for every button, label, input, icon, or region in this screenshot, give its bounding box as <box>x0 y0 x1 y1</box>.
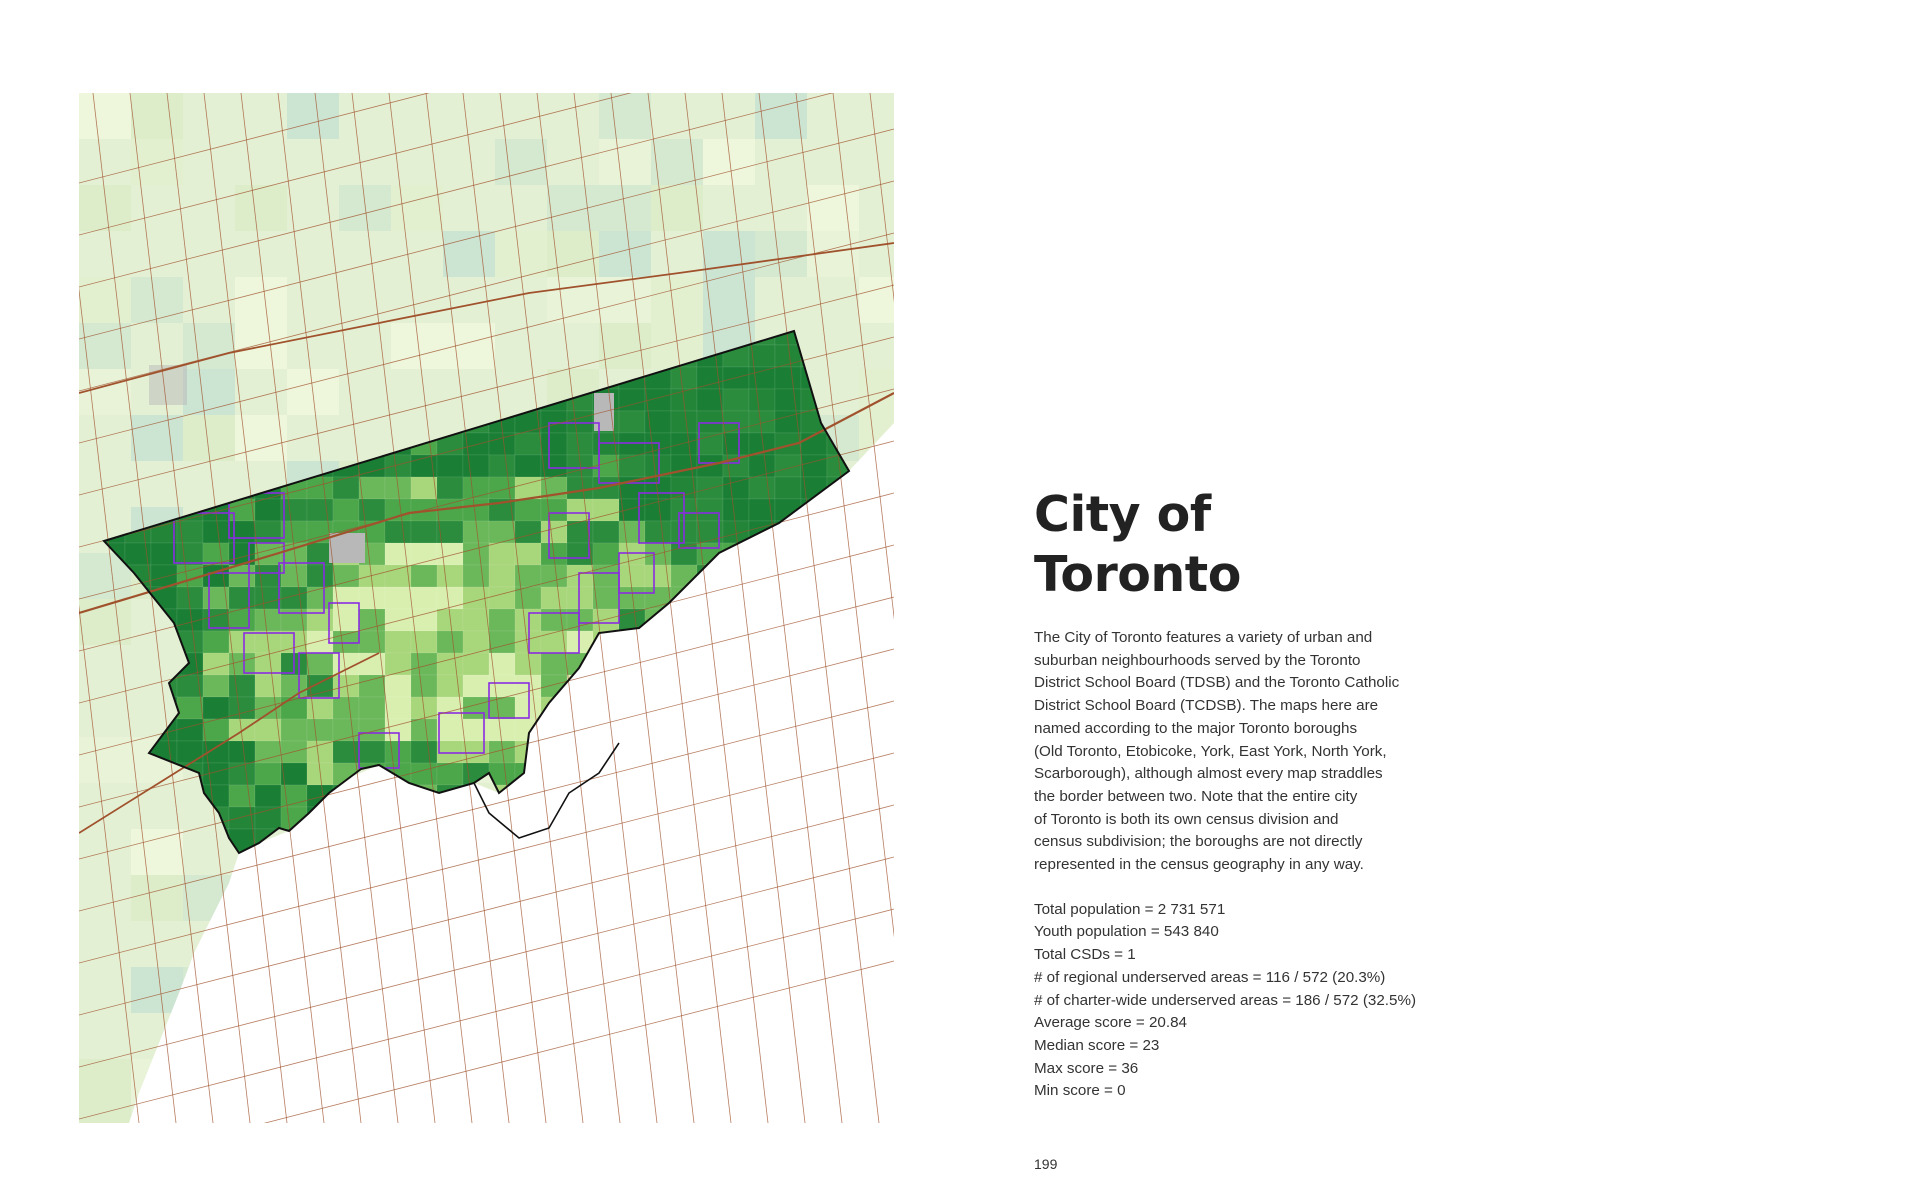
census-tract <box>437 719 463 741</box>
census-tract <box>723 477 749 499</box>
background-tile <box>755 93 807 139</box>
stat-charter-underserved: # of charter-wide underserved areas = 186 / 572 (32.5%) <box>1034 991 1417 1009</box>
census-tract <box>255 587 281 609</box>
description-line: of Toronto is both its own census division and <box>1034 810 1339 828</box>
census-tract <box>229 675 255 697</box>
census-tract <box>177 741 203 763</box>
census-tract <box>567 587 593 609</box>
census-tract <box>619 543 645 565</box>
census-tract <box>333 719 359 741</box>
census-tract <box>307 565 333 587</box>
description-line: the border between two. Note that the entire city <box>1034 787 1358 805</box>
census-tract <box>489 543 515 565</box>
census-tract <box>463 565 489 587</box>
census-tract <box>229 565 255 587</box>
census-tract <box>255 499 281 521</box>
background-tile <box>79 277 131 323</box>
census-tract <box>489 719 515 741</box>
census-tract <box>281 697 307 719</box>
background-tile <box>391 185 443 231</box>
census-tract <box>775 345 801 367</box>
census-tract <box>541 653 567 675</box>
census-tract <box>437 587 463 609</box>
census-tract <box>619 521 645 543</box>
description-line: represented in the census geography in any way. <box>1034 856 1364 874</box>
census-tract <box>411 477 437 499</box>
census-tract <box>385 609 411 631</box>
census-tract <box>359 587 385 609</box>
census-tract <box>515 653 541 675</box>
census-tract <box>385 631 411 653</box>
census-tract <box>281 521 307 543</box>
census-tract <box>541 587 567 609</box>
background-tile <box>131 415 183 461</box>
background-tile <box>287 93 339 139</box>
census-tract <box>463 499 489 521</box>
background-tile <box>599 277 651 323</box>
census-tract <box>359 719 385 741</box>
census-tract <box>749 477 775 499</box>
text-panel <box>1034 485 1504 1103</box>
census-tract <box>463 675 489 697</box>
census-tract <box>229 763 255 785</box>
census-tract <box>697 389 723 411</box>
background-tile <box>443 231 495 277</box>
description-line: The City of Toronto features a variety of urban and <box>1034 629 1373 646</box>
census-tract <box>593 565 619 587</box>
stat-youth-population: Youth population = 543 840 <box>1034 923 1219 941</box>
census-tract <box>255 675 281 697</box>
census-tract <box>749 455 775 477</box>
census-tract <box>619 433 645 455</box>
description-line: (Old Toronto, Etobicoke, York, East York, North York, <box>1034 742 1387 760</box>
census-tract <box>177 543 203 565</box>
census-tract <box>593 609 619 631</box>
census-tract <box>411 741 437 763</box>
census-tract <box>515 455 541 477</box>
census-tract <box>333 499 359 521</box>
census-tract <box>541 433 567 455</box>
census-tract <box>619 455 645 477</box>
census-tract <box>489 587 515 609</box>
census-tract <box>385 543 411 565</box>
census-tract <box>801 455 827 477</box>
page-number: 199 <box>1034 1156 1058 1172</box>
census-tract <box>567 433 593 455</box>
background-tile <box>599 93 651 139</box>
census-tract <box>593 543 619 565</box>
census-tract <box>411 565 437 587</box>
census-tract <box>723 389 749 411</box>
census-tract <box>489 565 515 587</box>
census-tract <box>437 763 463 785</box>
description-line: census subdivision; the boroughs are not directly <box>1034 833 1363 851</box>
census-tract <box>463 719 489 741</box>
no-data-area <box>149 365 187 405</box>
census-tract <box>619 565 645 587</box>
census-tract <box>411 719 437 741</box>
census-tract <box>437 543 463 565</box>
stat-average-score: Average score = 20.84 <box>1034 1014 1187 1032</box>
census-tract <box>411 675 437 697</box>
title-line-2: Toronto <box>1034 546 1241 603</box>
census-tract <box>775 389 801 411</box>
census-tract <box>255 763 281 785</box>
census-tract <box>385 697 411 719</box>
description-line: District School Board (TDSB) and the Toronto Catholic <box>1034 674 1400 692</box>
census-tract <box>437 653 463 675</box>
census-tract <box>281 675 307 697</box>
census-tract <box>229 521 255 543</box>
census-tract <box>411 587 437 609</box>
census-tract <box>385 675 411 697</box>
background-tile <box>79 1059 131 1105</box>
census-tract <box>307 653 333 675</box>
description <box>1034 627 1504 877</box>
background-tile <box>599 323 651 369</box>
background-tile <box>755 231 807 277</box>
background-tile <box>183 369 235 415</box>
census-tract <box>255 741 281 763</box>
census-tract <box>307 499 333 521</box>
background-tile <box>703 231 755 277</box>
census-tract <box>515 433 541 455</box>
census-tract <box>281 719 307 741</box>
census-tract <box>489 609 515 631</box>
census-tract <box>463 697 489 719</box>
census-tract <box>229 631 255 653</box>
census-tract <box>463 609 489 631</box>
census-tract <box>593 455 619 477</box>
census-tract <box>307 719 333 741</box>
stats-list <box>1034 899 1504 1103</box>
background-tile <box>131 875 183 921</box>
census-tract <box>203 697 229 719</box>
census-tract <box>671 367 697 389</box>
census-tract <box>489 675 515 697</box>
census-tract <box>437 565 463 587</box>
census-tract <box>567 411 593 433</box>
census-tract <box>203 631 229 653</box>
census-tract <box>645 411 671 433</box>
census-tract <box>671 433 697 455</box>
census-tract <box>177 719 203 741</box>
stat-median-score: Median score = 23 <box>1034 1036 1160 1054</box>
census-tract <box>515 521 541 543</box>
census-tract <box>489 631 515 653</box>
census-tract <box>359 697 385 719</box>
census-tract <box>541 499 567 521</box>
census-tract <box>385 521 411 543</box>
census-tract <box>489 433 515 455</box>
census-tract <box>541 521 567 543</box>
map-canvas <box>79 93 894 1123</box>
census-tract <box>203 521 229 543</box>
census-tract <box>229 587 255 609</box>
census-tract <box>255 521 281 543</box>
census-tract <box>749 411 775 433</box>
census-tract <box>307 741 333 763</box>
census-tract <box>645 499 671 521</box>
census-tract <box>463 653 489 675</box>
census-tract <box>281 763 307 785</box>
census-tract <box>723 499 749 521</box>
census-tract <box>567 477 593 499</box>
census-tract <box>385 653 411 675</box>
census-tract <box>385 587 411 609</box>
census-tract <box>411 521 437 543</box>
background-tile <box>131 829 183 875</box>
background-tile <box>79 323 131 369</box>
background-tile <box>235 185 287 231</box>
background-tile <box>599 185 651 231</box>
census-tract <box>671 543 697 565</box>
background-tile <box>651 185 703 231</box>
census-tract <box>281 499 307 521</box>
census-tract <box>437 455 463 477</box>
census-tract <box>593 521 619 543</box>
census-tract <box>671 455 697 477</box>
background-tile <box>79 93 131 139</box>
census-tract <box>645 433 671 455</box>
background-tile <box>859 277 894 323</box>
census-tract <box>775 477 801 499</box>
background-tile <box>235 277 287 323</box>
stat-min-score: Min score = 0 <box>1034 1082 1126 1100</box>
background-tile <box>131 277 183 323</box>
background-tile <box>79 369 131 415</box>
census-tract <box>463 455 489 477</box>
background-tile <box>131 93 183 139</box>
census-tract <box>515 477 541 499</box>
title-line-1: City of <box>1034 486 1211 543</box>
census-tract <box>619 389 645 411</box>
description-line: Scarborough), although almost every map straddles <box>1034 765 1383 783</box>
census-tract <box>333 697 359 719</box>
description-line: suburban neighbourhoods served by the Toronto <box>1034 651 1361 669</box>
census-tract <box>333 609 359 631</box>
census-tract <box>749 367 775 389</box>
background-tile <box>599 231 651 277</box>
description-line: named according to the major Toronto boroughs <box>1034 719 1358 737</box>
census-tract <box>359 631 385 653</box>
census-tract <box>359 477 385 499</box>
census-tract <box>255 609 281 631</box>
census-tract <box>229 785 255 807</box>
census-tract <box>281 565 307 587</box>
census-tract <box>671 411 697 433</box>
census-tract <box>645 521 671 543</box>
census-tract <box>229 741 255 763</box>
no-data-tract <box>329 533 365 563</box>
census-tract <box>619 411 645 433</box>
census-tract <box>697 411 723 433</box>
census-tract <box>515 697 541 719</box>
census-tract <box>567 455 593 477</box>
toronto-map[interactable] <box>79 93 894 1123</box>
census-tract <box>255 785 281 807</box>
census-tract <box>151 543 177 565</box>
stat-max-score: Max score = 36 <box>1034 1059 1139 1077</box>
background-tile <box>703 139 755 185</box>
census-tract <box>203 653 229 675</box>
census-tract <box>515 543 541 565</box>
background-tile <box>79 185 131 231</box>
census-tract <box>515 587 541 609</box>
census-tract <box>385 499 411 521</box>
census-tract <box>385 741 411 763</box>
census-tract <box>307 697 333 719</box>
census-tract <box>333 565 359 587</box>
census-tract <box>541 455 567 477</box>
census-tract <box>411 609 437 631</box>
census-tract <box>411 763 437 785</box>
census-tract <box>359 741 385 763</box>
stat-total-csds: Total CSDs = 1 <box>1034 946 1136 964</box>
page-title <box>1034 485 1504 605</box>
census-tract <box>749 389 775 411</box>
census-tract <box>437 477 463 499</box>
census-tract <box>437 697 463 719</box>
census-tract <box>775 367 801 389</box>
census-tract <box>255 565 281 587</box>
census-tract <box>515 499 541 521</box>
census-tract <box>463 631 489 653</box>
census-tract <box>385 455 411 477</box>
census-tract <box>437 631 463 653</box>
census-tract <box>437 741 463 763</box>
stat-regional-underserved: # of regional underserved areas = 116 / 572 (20.3%) <box>1034 968 1386 986</box>
census-tract <box>359 675 385 697</box>
census-tract <box>307 477 333 499</box>
census-tract <box>541 565 567 587</box>
background-tile <box>443 323 495 369</box>
census-tract <box>177 697 203 719</box>
census-tract <box>489 455 515 477</box>
background-tile <box>547 185 599 231</box>
stat-total-population: Total population = 2 731 571 <box>1034 900 1226 918</box>
census-tract <box>463 477 489 499</box>
census-tract <box>203 675 229 697</box>
description-line: District School Board (TCDSB). The maps here are <box>1034 697 1379 715</box>
